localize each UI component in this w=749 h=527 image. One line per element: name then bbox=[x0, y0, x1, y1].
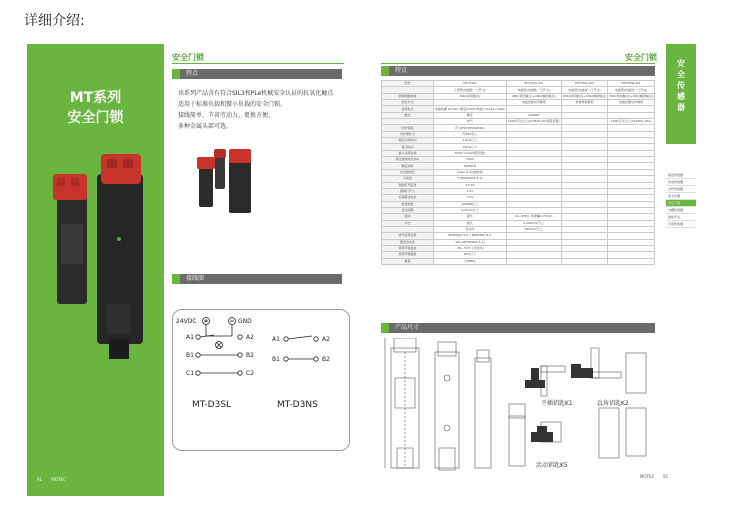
right-footer-brand: MOTEC bbox=[640, 474, 655, 479]
feature-item: 接线简单、节省劳动力、更换方便。 bbox=[178, 112, 275, 119]
left-section-title: 安全门锁 bbox=[172, 53, 204, 62]
spec-value-cell: 电气 bbox=[434, 119, 507, 125]
spec-value-cell: 2NC(常闭触点)+1NC(辅助触点) bbox=[562, 93, 607, 98]
feature-item: 多种金属头部可选。 bbox=[178, 123, 233, 130]
key-label-k5: 活动钥匙K5 bbox=[536, 462, 568, 469]
terminal-a2-left: A2 bbox=[246, 334, 254, 341]
spec-label-cell: 控制回路构成 bbox=[382, 93, 434, 99]
spec-value-cell: 10~55Hz, 单振幅0.75mm bbox=[506, 214, 561, 220]
category-item[interactable]: 专用传感器 bbox=[666, 221, 696, 228]
spec-label-cell: 额定频率 bbox=[382, 163, 434, 169]
terminal-a1-right: A1 bbox=[272, 336, 280, 343]
terminal-b1-left: B1 bbox=[186, 352, 194, 359]
spec-label-cell: 强制打开距离 bbox=[382, 182, 434, 188]
spec-value-cell: 2×2mm以上 bbox=[434, 207, 507, 213]
spec-value-cell: 额定 bbox=[434, 112, 507, 118]
supply-label: 24VDC bbox=[176, 318, 197, 325]
key-label-k1: 平插钥匙K1 bbox=[541, 400, 573, 407]
spec-value-cell: 符合IP67(IEC60529) bbox=[434, 125, 507, 131]
wiring-bar-label: 接线图 bbox=[186, 275, 205, 282]
product-photo-small bbox=[195, 145, 265, 215]
spec-value-cell: 1000万次以上(AC250V 10A) bbox=[608, 119, 655, 125]
spec-value-cell: 4 kV bbox=[434, 188, 507, 194]
spec-value-cell: - bbox=[434, 100, 507, 106]
spec-value-cell: 2NC(常闭触点)+1NC(辅助触点) bbox=[506, 93, 561, 99]
wiring-bar-accent bbox=[172, 274, 180, 284]
spec-value-cell: 电磁型(电磁铁一门开关) bbox=[506, 87, 561, 93]
spec-label-cell: 强制打开力 bbox=[382, 188, 434, 194]
key-label-k2: 直角钥匙K2 bbox=[597, 400, 629, 407]
category-item[interactable]: 磁性开关 bbox=[666, 214, 696, 221]
category-item[interactable]: 光栅传感器 bbox=[666, 207, 696, 214]
spec-value-cell: -30~70°C (无结冰) bbox=[434, 245, 507, 251]
terminal-c2-left: C2 bbox=[246, 370, 255, 377]
features-bar-label: 特点 bbox=[186, 70, 199, 77]
spec-value-cell: 电磁型(电磁铁一门开关) bbox=[561, 87, 608, 93]
spec-value-cell: 3 (IEC60947-5-1) bbox=[434, 176, 507, 182]
right-features-bar bbox=[381, 66, 655, 76]
right-section-rule bbox=[381, 63, 655, 64]
category-item[interactable]: 光纤传感器 bbox=[666, 186, 696, 193]
spec-label-cell: 振动 bbox=[382, 214, 434, 220]
series-title-line2: 安全门锁 bbox=[67, 110, 124, 126]
spec-label-cell: 冲击 bbox=[382, 220, 434, 226]
detail-intro-heading: 详细介绍: bbox=[24, 13, 85, 29]
spec-value-cell: 电磁线圈动作解锁 bbox=[608, 100, 655, 106]
spec-label-cell: 协约适用标准 bbox=[382, 233, 434, 239]
model-label-right: MT-D3NS bbox=[277, 400, 318, 410]
spec-value-cell: MT-D3SL bbox=[434, 81, 507, 87]
spec-value-cell: 50/60Hz bbox=[434, 163, 507, 169]
sensor-category-tab bbox=[666, 44, 696, 144]
terminal-a1-left: A1 bbox=[186, 334, 194, 341]
spec-label-cell: 动作操作力 bbox=[382, 131, 434, 137]
spec-label-cell: 使用环境湿度 bbox=[382, 252, 434, 258]
category-index bbox=[666, 172, 696, 228]
spec-value-cell: 2NC(常闭触点)+1NC(辅助触点) bbox=[609, 93, 653, 98]
spec-label-cell: 使用环境温度 bbox=[382, 245, 434, 251]
spec-value-cell: 10ms以上 bbox=[434, 138, 507, 144]
right-section-title: 安全门锁 bbox=[625, 53, 657, 62]
ground-label: GND bbox=[238, 318, 252, 325]
terminal-c1-left: C1 bbox=[186, 370, 195, 377]
feature-item: 适用于标准负载和微小负载的安全门锁。 bbox=[178, 101, 287, 108]
spec-value-cell: MT-D3SL-DH bbox=[561, 81, 608, 87]
features-bar-accent bbox=[172, 69, 180, 79]
spec-label-cell: 额定动作时间 bbox=[382, 138, 434, 144]
spec-value-cell: Class II (双重绝缘) bbox=[434, 169, 507, 175]
terminal-b2-left: B2 bbox=[246, 352, 254, 359]
category-item[interactable]: 安全光幕 bbox=[666, 193, 696, 200]
features-bar bbox=[172, 69, 342, 79]
series-panel bbox=[27, 44, 164, 496]
spec-value-cell: 耐久 bbox=[434, 214, 507, 220]
spec-value-cell: 95%以下 bbox=[434, 252, 507, 258]
tab-char: 全 bbox=[677, 70, 685, 79]
series-title-line1: MT系列 bbox=[69, 90, 122, 106]
spec-label-cell: 防护等级 bbox=[382, 125, 434, 131]
spec-label-cell: 触点 bbox=[382, 112, 434, 118]
spec-value-cell: MT-D4SL-D3 bbox=[608, 81, 655, 87]
wiring-bar bbox=[172, 274, 342, 284]
spec-label-cell: 锁定方式 bbox=[382, 100, 434, 106]
terminal-a2-right: A2 bbox=[322, 336, 330, 343]
spec-label-cell: 型号 bbox=[382, 81, 434, 87]
spec-value-cell: 0 kV bbox=[434, 195, 507, 201]
spec-value-cell: 电磁型(电磁铁一门开关) bbox=[608, 87, 655, 93]
tab-char: 感 bbox=[677, 92, 685, 101]
spec-value-cell bbox=[561, 258, 608, 264]
spec-value-cell: 2NC(常闭触点) bbox=[434, 93, 507, 99]
spec-row bbox=[382, 258, 655, 264]
model-label-left: MT-D3SL bbox=[192, 400, 232, 410]
right-features-bar-accent bbox=[381, 66, 389, 76]
spec-value-cell: 机械弹簧解锁 bbox=[561, 100, 608, 106]
spec-value-cell: 约30N以上 bbox=[434, 131, 507, 137]
spec-value-cell: 电磁线圈动作解锁 bbox=[506, 100, 561, 106]
spec-label-cell: 适用电压 bbox=[382, 106, 434, 112]
terminal-b2-right: B2 bbox=[322, 356, 330, 363]
left-page-number: 91 bbox=[37, 477, 43, 482]
spec-value-cell bbox=[506, 258, 561, 264]
wiring-diagram-d3sl bbox=[176, 314, 262, 384]
spec-value-cell: 100MΩ以上 bbox=[434, 201, 507, 207]
spec-label-cell: 污染度 bbox=[382, 176, 434, 182]
left-footer-brand: MOTEC bbox=[51, 477, 66, 482]
spec-value-cell: 1000万次以上(AC250V 3A,电阻负载) bbox=[507, 119, 560, 124]
spec-value-cell: 20ms以下 bbox=[434, 144, 507, 150]
features-list bbox=[178, 88, 333, 132]
category-item[interactable]: 接近传感器 bbox=[666, 172, 696, 179]
product-photo bbox=[35, 154, 155, 364]
dimension-drawings bbox=[381, 338, 655, 484]
spec-value-cell: IEC60947-5-1 / EN60947-5-1 bbox=[434, 233, 507, 239]
category-item[interactable]: 光电传感器 bbox=[666, 179, 696, 186]
terminal-b1-right: B1 bbox=[272, 356, 280, 363]
dimensions-bar bbox=[381, 323, 655, 333]
spec-label-cell: 重量 bbox=[382, 258, 434, 264]
tab-char: 安 bbox=[677, 59, 685, 68]
spec-value-cell: DC5V 1mA(电阻负载) bbox=[434, 150, 507, 156]
spec-value-cell: 约480g bbox=[434, 258, 507, 264]
dimensions-bar-label: 产品尺寸 bbox=[395, 324, 420, 331]
right-features-bar-label: 特点 bbox=[395, 67, 408, 74]
spec-value-cell: 上锁型(电磁铁一门开关) bbox=[434, 87, 507, 93]
left-footer bbox=[37, 477, 74, 482]
spec-value-cell bbox=[608, 258, 655, 264]
spec-value-cell: 300V bbox=[434, 157, 507, 163]
category-item[interactable]: 安全门锁 bbox=[666, 200, 696, 207]
spec-value-cell: 2.5 kV bbox=[434, 182, 507, 188]
wiring-diagram-d3ns bbox=[272, 332, 342, 372]
spec-table bbox=[381, 80, 655, 265]
spec-value-cell: 误动作 bbox=[434, 226, 507, 232]
spec-value-cell: 耐久 bbox=[434, 220, 507, 226]
spec-label-cell: 额定热电流 bbox=[382, 239, 434, 245]
dimensions-bar-accent bbox=[381, 323, 389, 333]
tab-char: 器 bbox=[677, 103, 685, 112]
spec-label-cell: 接点间隙 bbox=[382, 207, 434, 213]
series-title bbox=[27, 88, 164, 128]
left-section-rule bbox=[172, 63, 344, 64]
spec-value-cell: MT-D3SL-D3 bbox=[506, 81, 561, 87]
feature-item: 该系列产品含有符合SIL3和PLe机械安全认证的抗氧化触点 bbox=[178, 90, 334, 97]
spec-value-cell: 300m/s²以上 bbox=[506, 226, 561, 232]
spec-label-cell: 最小适用负载 bbox=[382, 150, 434, 156]
spec-label-cell: 绝缘电阻 bbox=[382, 201, 434, 207]
spec-value-cell: 电磁线圈 DC24V (额定DC24V电源) AC110~230V bbox=[435, 106, 505, 111]
spec-label-cell: 冲击耐电压 bbox=[382, 169, 434, 175]
spec-label-cell: 浪涌耐受电流 bbox=[382, 195, 434, 201]
spec-label-cell: 额定绝缘电压(Ui) bbox=[382, 157, 434, 163]
spec-value-cell: 100000 bbox=[506, 112, 561, 118]
spec-label-cell: 复归时间 bbox=[382, 144, 434, 150]
right-page-number: 92 bbox=[663, 474, 669, 479]
tab-char: 传 bbox=[677, 81, 685, 90]
spec-value-cell: 10A (IEC60947-5-1) bbox=[434, 239, 507, 245]
spec-value-cell: 1,000m/s²以上 bbox=[506, 220, 561, 226]
